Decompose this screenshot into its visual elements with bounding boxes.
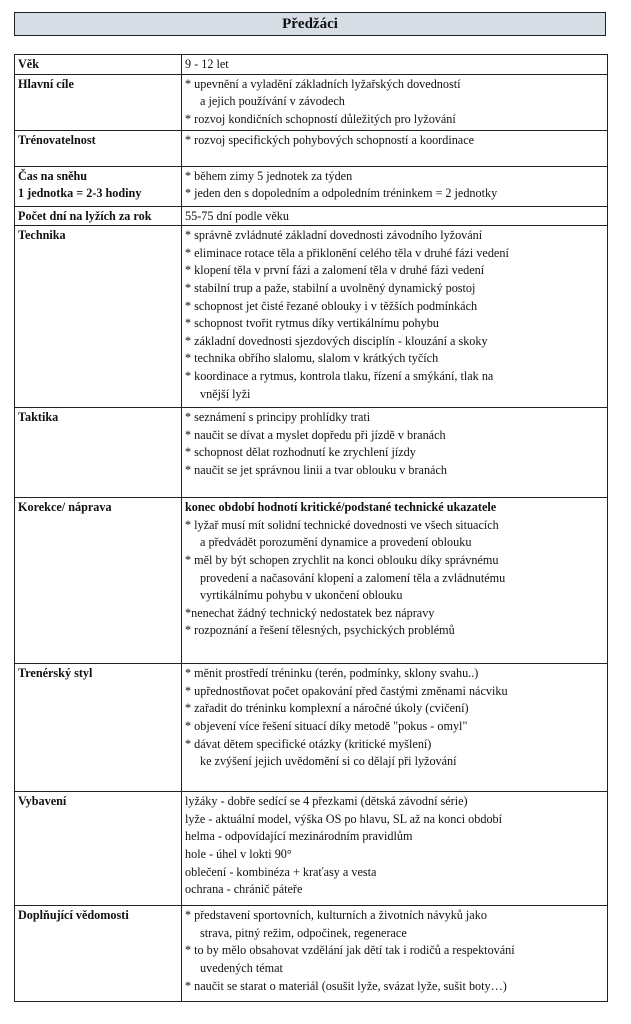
content-line: lyže - aktuální model, výška OS po hlavu, SL až na konci období [185,811,503,826]
row-content-cell [182,166,608,206]
content-line: * naučit se dívat a myslet dopředu při jízdě v branách [185,427,446,442]
page-title: Předžáci [14,12,606,36]
row-label-cell [15,226,182,408]
content-line: * upřednostňovat počet opakování před častými změnami nácviku [185,683,508,698]
row-content-cell [182,226,608,408]
content-line: * seznámení s principy prohlídky trati [185,410,371,425]
content-line: * objevení více řešení situací díky metodě "pokus - omyl" [185,718,468,733]
content-line: * rozvoj kondičních schopností důležitých pro lyžování [185,111,456,126]
row-content-cell [182,792,608,906]
table-row [15,498,608,664]
content-line: a předvádět porozumění dynamice a provedení oblouku [200,535,472,550]
content-line: vyrtikálnímu pohybu v ukončení oblouku [200,588,403,603]
content-line: provedení a načasování klopení a zalomení těla a zvládnutému [200,570,506,585]
table-row [15,792,608,906]
row-content-cell [182,498,608,664]
content-line: * koordinace a rytmus, kontrola tlaku, řízení a smýkání, tlak na [185,368,494,383]
table-row [15,906,608,1002]
row-label-cell [15,408,182,498]
table-row [15,408,608,498]
content-line: * naučit se starat o materiál (osušit lyže, svázat lyže, sušit boty…) [185,978,507,993]
row-label: 1 jednotka = 2-3 hodiny [18,186,142,201]
content-line: oblečení - kombinéza + kraťasy a vesta [185,864,377,879]
content-line: * rozpoznání a řešení tělesných, psychických problémů [185,623,455,638]
content-line: a jejich používání v závodech [200,94,345,109]
row-label-cell [15,130,182,166]
row-label-cell [15,74,182,130]
row-label: Technika [18,228,66,243]
content-line: * klopení těla v první fázi a zalomení těla v druhé fázi vedení [185,263,485,278]
content-line: * dávat dětem specifické otázky (kritické myšlení) [185,736,432,751]
row-label-cell [15,206,182,226]
row-label: Trenérský styl [18,666,93,681]
content-line: * eliminace rotace těla a přiklonění celého těla v druhé fázi vedení [185,245,509,260]
row-label-cell [15,792,182,906]
row-label-cell [15,498,182,664]
row-content-cell [182,55,608,75]
table-row [15,55,608,75]
row-label: Trénovatelnost [18,132,96,147]
content-line: ochrana - chránič páteře [185,882,303,897]
table-row [15,166,608,206]
content-line: hole - úhel v lokti 90° [185,846,292,861]
content-line: * schopnost tvořit rytmus díky vertikálnímu pohybu [185,316,439,331]
content-line: vnější lyži [200,386,251,401]
content-line: * měl by být schopen zrychlit na konci oblouku díky správnému [185,552,499,567]
content-line: 9 - 12 let [185,57,229,71]
training-table [14,54,608,1002]
table-body [15,55,608,1002]
row-content-cell [182,206,608,226]
content-line: 55-75 dní podle věku [185,208,289,223]
row-label-cell [15,55,182,75]
content-line: *nenechat žádný technický nedostatek bez nápravy [185,605,435,620]
content-line: uvedených témat [200,960,283,975]
table-row [15,74,608,130]
table-row [15,226,608,408]
content-line: helma - odpovídající mezinárodním pravidlům [185,829,413,844]
content-line: * lyžař musí mít solidní technické dovednosti ve všech situacích [185,517,499,532]
row-content-cell [182,74,608,130]
table-row [15,130,608,166]
content-line: * to by mělo obsahovat vzdělání jak dětí tak i rodičů a respektování [185,943,515,958]
content-line: * naučit se jet správnou linii a tvar oblouku v branách [185,462,447,477]
row-label: Čas na sněhu [18,168,88,183]
content-line: ke zvýšení jejich uvědomění si co dělají při lyžování [200,754,457,769]
content-line: * jeden den s dopoledním a odpoledním tréninkem = 2 jednotky [185,186,498,201]
content-line: * technika obřího slalomu, slalom v krátkých tyčích [185,351,439,366]
content-line: * správně zvládnuté základní dovednosti závodního lyžování [185,228,483,243]
row-label-cell [15,664,182,792]
content-line: * během zimy 5 jednotek za týden [185,168,353,183]
row-label: Doplňující vědomosti [18,908,129,923]
row-content-cell [182,130,608,166]
content-line: * schopnost jet čisté řezané oblouky i v těžších podmínkách [185,298,478,313]
row-label: Hlavní cíle [18,76,74,91]
content-line: konec období hodnotí kritické/podstané technické ukazatele [185,500,497,515]
content-line: * základní dovednosti sjezdových disciplín - klouzání a skoky [185,333,488,348]
table-row [15,206,608,226]
content-line: * zařadit do tréninku komplexní a náročné úkoly (cvičení) [185,701,469,716]
content-line: lyžáky - dobře sedící se 4 přezkami (dětská závodní série) [185,794,468,809]
row-content-cell [182,906,608,1002]
row-label: Věk [18,57,39,71]
content-line: * upevnění a vyladění základních lyžařských dovedností [185,76,461,91]
content-line: * měnit prostředí tréninku (terén, podmínky, sklony svahu..) [185,666,479,681]
content-line: * stabilní trup a paže, stabilní a uvolněný dynamický postoj [185,280,476,295]
row-content-cell [182,664,608,792]
content-line: * představení sportovních, kulturních a životních návyků jako [185,908,487,923]
content-line: * schopnost dělat rozhodnutí ke zrychlení jízdy [185,445,416,460]
content-line: * rozvoj specifických pohybových schopností a koordinace [185,132,475,147]
row-label: Taktika [18,410,59,425]
row-content-cell [182,408,608,498]
row-label-cell [15,906,182,1002]
row-label: Vybavení [18,794,67,809]
content-line: strava, pitný režim, odpočinek, regenerace [200,925,407,940]
row-label-cell [15,166,182,206]
row-label: Počet dní na lyžích za rok [18,208,152,223]
table-row [15,664,608,792]
row-label: Korekce/ náprava [18,500,112,515]
